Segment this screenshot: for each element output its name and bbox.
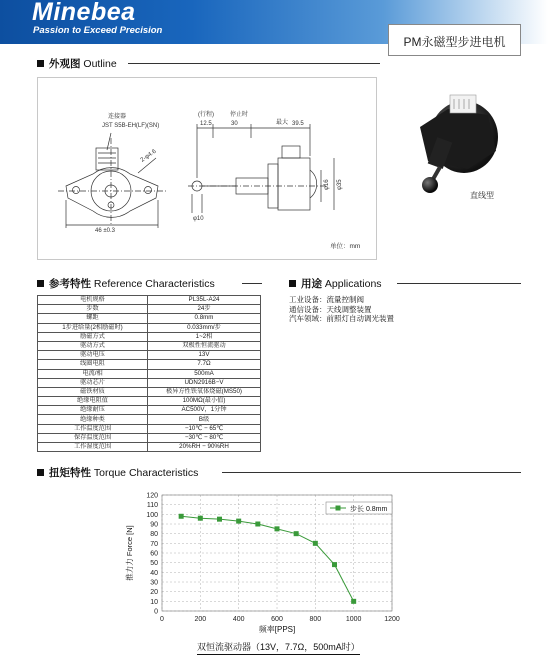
connector-part: JST S5B-EH(LF)(SN)	[102, 123, 160, 129]
y-tick-label: 10	[150, 598, 158, 606]
unit-label: 单位：mm	[330, 243, 361, 250]
data-point	[236, 519, 241, 524]
spec-value: 100MΩ(最小值)	[148, 397, 261, 406]
outline-drawing-svg	[38, 78, 378, 261]
x-tick-label: 400	[232, 616, 245, 623]
stop-label: 停止时	[230, 112, 249, 118]
x-tick-label: 1000	[345, 616, 362, 623]
dim-phi35: φ35	[337, 179, 343, 190]
dim-12-5: 12.5	[200, 121, 212, 127]
product-title-box	[388, 24, 521, 56]
spec-name: 线圈电阻	[38, 360, 148, 369]
dim-holes: 2-φ4.6	[139, 148, 158, 164]
spec-name: 螺距	[38, 314, 148, 323]
data-point	[198, 516, 203, 521]
y-tick-label: 90	[150, 521, 158, 529]
spec-value: 20%RH − 90%RH	[148, 443, 261, 452]
spec-name: 步数	[38, 305, 148, 314]
spec-name: 电流/相	[38, 369, 148, 378]
spec-name: 驱动方式	[38, 341, 148, 350]
table-row	[38, 397, 261, 406]
brand-tagline: Passion to Exceed Precision	[33, 25, 163, 36]
table-row	[38, 314, 261, 323]
y-tick-label: 120	[146, 492, 158, 500]
connector-label: 连接器	[108, 114, 127, 120]
section-bullet-icon	[37, 280, 44, 287]
y-tick-label: 100	[146, 511, 158, 519]
y-tick-label: 110	[146, 502, 158, 510]
y-tick-label: 40	[150, 569, 158, 577]
section-bullet-icon	[37, 469, 44, 476]
x-tick-label: 1200	[384, 616, 400, 623]
spec-name: 1步进给量(2相励磁时)	[38, 323, 148, 332]
spec-value: AC500V，1分钟	[148, 406, 261, 415]
table-row	[38, 369, 261, 378]
data-point	[179, 514, 184, 519]
outline-section-title: 外观图 Outline	[37, 56, 117, 71]
photo-caption: 直线型	[470, 191, 494, 200]
spec-value: 500mA	[148, 369, 261, 378]
y-axis-label: 推力力 Force [N]	[125, 525, 134, 581]
applications-list	[289, 295, 394, 324]
mount-hole-left	[73, 187, 80, 194]
x-tick-label: 0	[160, 616, 164, 623]
spec-value: B级	[148, 415, 261, 424]
spec-name: 驱动芯片	[38, 378, 148, 387]
brand-logo: Minebea	[32, 0, 136, 26]
spec-value: 0.8mm	[148, 314, 261, 323]
torque-section-title: 扭矩特性 Torque Characteristics	[37, 465, 198, 480]
reference-section-title: 参考特性 Reference Characteristics	[37, 276, 215, 291]
application-item: 工业设备：流量控制阀	[289, 295, 364, 304]
data-point	[313, 541, 318, 546]
outline-drawing	[37, 77, 377, 260]
x-tick-label: 200	[194, 616, 207, 623]
spec-name: 保存温度范围	[38, 433, 148, 442]
table-row	[38, 341, 261, 350]
section-bullet-icon	[37, 60, 44, 67]
connector-leader	[107, 133, 111, 150]
dim-39-5: 39.5	[292, 121, 304, 127]
spec-value: −30℃ − 80℃	[148, 433, 261, 442]
torque-section-rule	[222, 472, 521, 473]
legend-swatch-marker	[336, 506, 341, 511]
dim-phi10: φ10	[193, 216, 204, 222]
torque-chart	[120, 485, 410, 637]
reference-table	[37, 295, 261, 452]
table-row	[38, 443, 261, 452]
spec-name: 驱动电压	[38, 351, 148, 360]
motor-case-side	[278, 158, 310, 210]
reference-section-rule	[242, 283, 262, 284]
data-point	[255, 522, 260, 527]
product-title: PM永磁型步进电机	[403, 35, 506, 49]
y-tick-label: 60	[150, 550, 158, 558]
spec-name: 励磁方式	[38, 332, 148, 341]
data-point	[275, 526, 280, 531]
x-tick-label: 800	[309, 616, 322, 623]
table-row	[38, 415, 261, 424]
data-point	[217, 517, 222, 522]
chart-caption: 双恒流驱动器（13V，7.7Ω，500mA时）	[197, 640, 360, 655]
table-row	[38, 433, 261, 442]
spec-value: 0.033mm/步	[148, 323, 261, 332]
applications-section-title: 用途 Applications	[289, 276, 382, 291]
series-line	[181, 516, 354, 601]
application-item: 汽车领域：前照灯自动调光装置	[289, 314, 394, 323]
table-row	[38, 360, 261, 369]
application-item: 通信设备：天线调整装置	[289, 304, 372, 314]
stroke-label: (行程)	[198, 112, 214, 118]
spec-name: 电机规格	[38, 296, 148, 305]
dim-width: 46 ±0.3	[95, 228, 115, 234]
table-row	[38, 424, 261, 433]
spec-name: 工作湿度范围	[38, 443, 148, 452]
spec-name: 绝缘电阻值	[38, 397, 148, 406]
legend-label: 步长 0.8mm	[350, 506, 388, 513]
table-row	[38, 296, 261, 305]
spec-name: 磁铁材质	[38, 387, 148, 396]
y-tick-label: 20	[150, 589, 158, 597]
rear-cap	[310, 170, 317, 198]
max-label: 最大	[276, 120, 289, 126]
product-photo	[388, 57, 521, 208]
spec-name: 绝缘种类	[38, 415, 148, 424]
spec-value: 双极性恒流驱动	[148, 341, 261, 350]
spec-value: 24步	[148, 305, 261, 314]
table-row	[38, 323, 261, 332]
dim-30: 30	[231, 121, 238, 127]
spec-value: 极异方性铁氧体烧磁(MS50)	[148, 387, 261, 396]
table-row	[38, 387, 261, 396]
x-tick-label: 600	[271, 616, 283, 623]
applications-section-rule	[397, 283, 521, 284]
outline-section-rule	[128, 63, 380, 64]
spec-name: 工作温度范围	[38, 424, 148, 433]
spec-value: UDN2916B−V	[148, 378, 261, 387]
spec-value: 7.7Ω	[148, 360, 261, 369]
table-row	[38, 351, 261, 360]
table-row	[38, 332, 261, 341]
connector-side	[282, 146, 300, 158]
table-row	[38, 406, 261, 415]
spec-value: 1~2相	[148, 332, 261, 341]
mount-hole-right	[145, 187, 152, 194]
connector-body	[96, 148, 118, 170]
motor-photo-icon	[388, 57, 521, 208]
spec-value: 13V	[148, 351, 261, 360]
table-row	[38, 378, 261, 387]
data-point	[351, 599, 356, 604]
x-axis-label: 频率[PPS]	[258, 625, 296, 634]
spec-name: 绝缘耐压	[38, 406, 148, 415]
spec-value: −10℃ − 65℃	[148, 424, 261, 433]
section-bullet-icon	[289, 280, 296, 287]
y-tick-label: 0	[154, 608, 158, 616]
flange-outline	[66, 168, 158, 218]
dim-phi16: φ16	[324, 179, 330, 190]
y-tick-label: 50	[150, 560, 158, 568]
data-point	[332, 562, 337, 567]
spec-value: PL35L-A24	[148, 296, 261, 305]
y-tick-label: 70	[150, 540, 158, 548]
y-tick-label: 30	[150, 579, 158, 587]
data-point	[294, 531, 299, 536]
table-row	[38, 305, 261, 314]
y-tick-label: 80	[150, 531, 158, 539]
